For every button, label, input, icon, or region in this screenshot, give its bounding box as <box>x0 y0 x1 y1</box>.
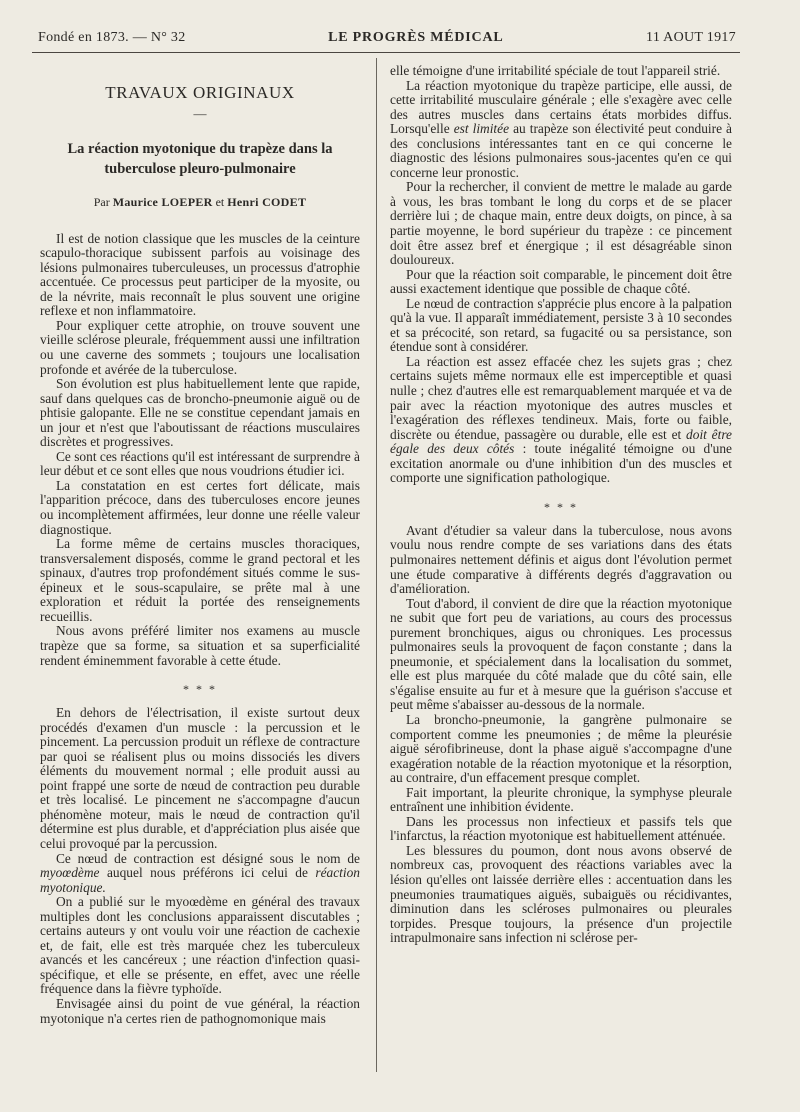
paragraph: Pour expliquer cette atrophie, on trouve souvent une vieille sclérose pleurale, fréquemment aussi une infiltration ou une caverne des sommets ; toujours une localisation profonde et avérée de la tuberculose. <box>40 317 360 377</box>
right-column <box>390 64 732 946</box>
author-2: Henri CODET <box>227 195 307 210</box>
text-run: auquel nous préférons ici celui de <box>99 865 316 881</box>
paragraph: Envisagée ainsi du point de vue général, la réaction myotonique n'a certes rien de pathognomonique mais <box>40 995 360 1026</box>
text-run: Ce nœud de contraction est désigné sous le nom de <box>56 850 360 866</box>
paragraph: On a publié sur le myoœdème en général des travaux multiples dont les conclusions apparaissent discutables ; certains auteurs y ont voulu voir une réaction de cachexie et, de fait, elle est très marquée chez les tuberculeux avancés et les cancéreux ; une réaction d'infection quasi-spécifique, et elle se présente, en effet, avec une réelle fréquence dans la fièvre typhoïde. <box>40 894 360 997</box>
text-run: La réaction est assez effacée chez les sujets gras ; chez certains sujets même normaux elle est imperceptible et quasi nulle ; chez d'autres elle est remarquablement marquée et va de pair avec la réaction myotonique des autres muscles et l'exagération des réflexes tendineux. Mais, forte ou faible, discrète ou étendue, passagère ou durable, elle est et <box>390 353 732 442</box>
journal-title: LE PROGRÈS MÉDICAL <box>328 30 504 45</box>
header-founded: Fondé en 1873. — N° 32 <box>38 30 186 45</box>
paragraph: La forme même de certains muscles thoraciques, transversalement disposés, comme le grand pectoral et les spinaux, d'autres trop profondément situés comme le sus-épineux et le sous-scapulaire, se prête mal à une exploration et réduit la portée des renseignements recueillis. <box>40 536 360 624</box>
paragraph: elle témoigne d'une irritabilité spéciale de tout l'appareil strié. <box>390 63 721 78</box>
italic-term: est limitée <box>453 121 510 137</box>
left-column <box>40 64 360 1026</box>
running-header <box>38 30 736 50</box>
text-run: : toute inégalité témoigne ou d'une excitation anormale ou d'une inhibition d'un des muscles et comporte une signification pathologique. <box>390 441 732 486</box>
paragraph <box>390 355 732 486</box>
paragraph: Ce sont ces réactions qu'il est intéressant de surprendre à leur début et ce sont elles que nous voudrions étudier ici. <box>40 448 360 479</box>
byline-et: et <box>215 195 225 210</box>
paragraph: Fait important, la pleurite chronique, la symphyse pleurale entraînent une inhibition évidente. <box>390 784 732 815</box>
paragraph: Pour que la réaction soit comparable, le pincement doit être aussi exactement identique que possible de chaque côté. <box>390 266 732 297</box>
byline <box>40 195 360 210</box>
article-title: La réaction myotonique du trapèze dans la tuberculose pleuro-pulmonaire <box>67 141 333 178</box>
author-1: Maurice LOEPER <box>112 195 213 210</box>
section-title: TRAVAUX ORIGINAUX <box>105 83 295 102</box>
section-dash: — <box>193 105 207 121</box>
text-run: au trapèze son électivité peut conduire à des conclusions intéressantes tant en ce qui concerne le diagnostic des lésions pulmonaires sous-jacentes qu'en ce qui concerne leur pronostic. <box>390 121 732 180</box>
italic-term: réaction myotonique. <box>40 865 360 895</box>
paragraph: Avant d'étudier sa valeur dans la tuberculose, nous avons voulu nous rendre compte de ses variations dans des états pulmonaires nettement définis et aigus dont l'évolution permet une étude comparative à différents degrés d'aggravation ou d'amélioration. <box>390 522 732 597</box>
paragraph: Pour la rechercher, il convient de mettre le malade au garde à vous, les bras tombant le long du corps et de se placer derrière lui ; de chaque main, entre deux doigts, on pince, à sa partie moyenne, le bord supérieur du trapèze : ce pincement doit être assez bref et énergique ; il est désagréable sinon douloureux. <box>390 179 732 268</box>
section-asterism: * * * <box>183 682 217 697</box>
paragraph: La constatation en est certes fort délicate, mais l'apparition précoce, dans des tuberculoses encore jeunes ou incomplètement affirmées, leur donne une réelle valeur diagnostique. <box>40 477 360 537</box>
paragraph: Son évolution est plus habituellement lente que rapide, sauf dans quelques cas de broncho-pneumonie aiguë ou de phtisie galopante. Elle ne se constitue cependant jamais en un jour et n'est que l'aboutissant de réactions musculaires discrètes et progressives. <box>40 376 360 450</box>
italic-term: doit être égale des deux côtés <box>390 426 733 457</box>
paragraph: En dehors de l'électrisation, il existe surtout deux procédés d'examen d'un muscle : la percussion et le pincement. La percussion produit un réflexe de contracture par quoi se réalisent plus ou moins dissociés les divers éléments du mouvement normal ; elle produit aussi au point frappé une sorte de nœud de contraction peu durable et très localisé. Le pincement ne s'accompagne d'aucun phénomène moteur, mais le nœud de contraction qu'il détermine est plus durable, et d'appréciation plus aisée que celui provoqué par la percussion. <box>40 705 360 851</box>
paragraph <box>390 79 732 181</box>
paragraph <box>40 852 360 896</box>
paragraph: La broncho-pneumonie, la gangrène pulmonaire se comportent comme les pneumonies ; de même la pleurésie aiguë sérofibrineuse, dont la phase aiguë s'accompagne d'une exagération notable de la réaction myotonique et la résorption, au contraire, d'un effacement presque complet. <box>390 711 732 786</box>
section-asterism: * * * <box>544 499 578 514</box>
byline-par: Par <box>93 195 110 210</box>
column-divider <box>376 58 377 1072</box>
text-run: La réaction myotonique du trapèze participe, elle aussi, de cette irritabilité musculaire générale ; elle s'exagère avec celle des autres muscles dans certains états morbides diffus. Lorsqu'elle <box>390 77 732 137</box>
paragraph: Il est de notion classique que les muscles de la ceinture scapulo-thoracique subissent parfois au voisinage des lésions pulmonaires tuberculeuses, un processus d'atrophie accentuée. Ce processus peut participer de la myosite, ou de la névrite, mais reconnaît le plus souvent une origine reflexe et non inflammatoire. <box>40 230 360 319</box>
header-rule <box>32 52 740 53</box>
paragraph: Nous avons préféré limiter nos examens au muscle trapèze que sa forme, sa situation et sa superficialité rendent éminemment favorable à cette étude. <box>40 623 360 668</box>
paragraph: Les blessures du poumon, dont nous avons observé de nombreux cas, provoquent des réactions variables avec la lésion qu'elles ont laissée derrière elles : accentuation dans les pneumonies traumatiques aiguës, subaiguës ou récidivantes, diminution dans les scléroses pulmonaires ou pleurales torpides. Presque toujours, la présence d'un projectile intrapulmonaire sans infection ni sclérose per- <box>390 842 732 946</box>
italic-term: myoœdème <box>40 865 100 881</box>
issue-date: 11 AOUT 1917 <box>646 30 736 45</box>
paragraph: Dans les processus non infectieux et passifs tels que l'infarctus, la réaction myotonique est habituellement atténuée. <box>390 813 732 844</box>
paragraph: Tout d'abord, il convient de dire que la réaction myotonique ne subit que fort peu de variations, au cours des processus purement bronchiques, aigus ou chroniques. Les processus pulmonaires seuls la provoquent de façon constante ; dans la pneumonie, et spécialement dans la localisation du sommet, elle est plus marquée du côté malade que du côté sain, elle s'égalise ensuite au fur et à mesure que la guérison s'accuse et peut même s'abaisser au-dessous de la normale. <box>390 595 732 713</box>
paragraph: Le nœud de contraction s'apprécie plus encore à la palpation qu'à la vue. Il apparaît immédiatement, persiste 3 à 10 secondes et sa précocité, son retard, sa fugacité ou sa persistance, son étendue sont à considérer. <box>390 295 732 355</box>
